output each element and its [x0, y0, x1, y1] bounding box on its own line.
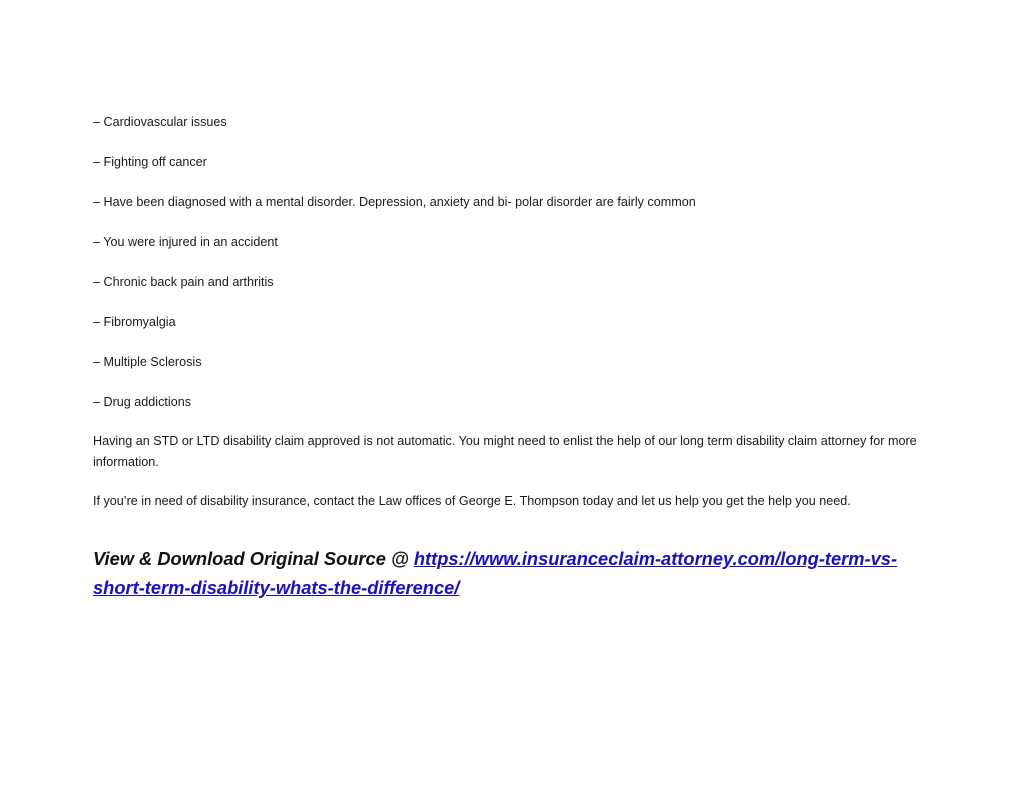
- list-item: – Have been diagnosed with a mental disorder. Depression, anxiety and bi- polar disorder are fairly common: [93, 195, 696, 209]
- list-item: – Fibromyalgia: [93, 315, 176, 329]
- list-item: – Drug addictions: [93, 395, 192, 409]
- contact-paragraph: If you’re in need of disability insurance, contact the Law offices of George E. Thompson today and let us help you get the help you need.: [93, 494, 851, 508]
- list-item: – Multiple Sclerosis: [93, 355, 202, 369]
- source-link[interactable]: https://www.insuranceclaim-attorney.com/long-term-vs-short-term-disability-whats-the-difference/: [93, 548, 898, 598]
- list-item: – Chronic back pain and arthritis: [93, 275, 274, 289]
- list-item: – Cardiovascular issues: [93, 115, 227, 129]
- source-line: [93, 544, 933, 602]
- source-prefix: View & Download Original Source @: [93, 548, 414, 569]
- claim-approval-paragraph: Having an STD or LTD disability claim approved is not automatic. You might need to enlist the help of our long term disability claim attorney for more information.: [93, 434, 917, 469]
- list-item: – You were injured in an accident: [93, 235, 278, 249]
- list-item: – Fighting off cancer: [93, 155, 207, 169]
- page-content: [93, 113, 933, 602]
